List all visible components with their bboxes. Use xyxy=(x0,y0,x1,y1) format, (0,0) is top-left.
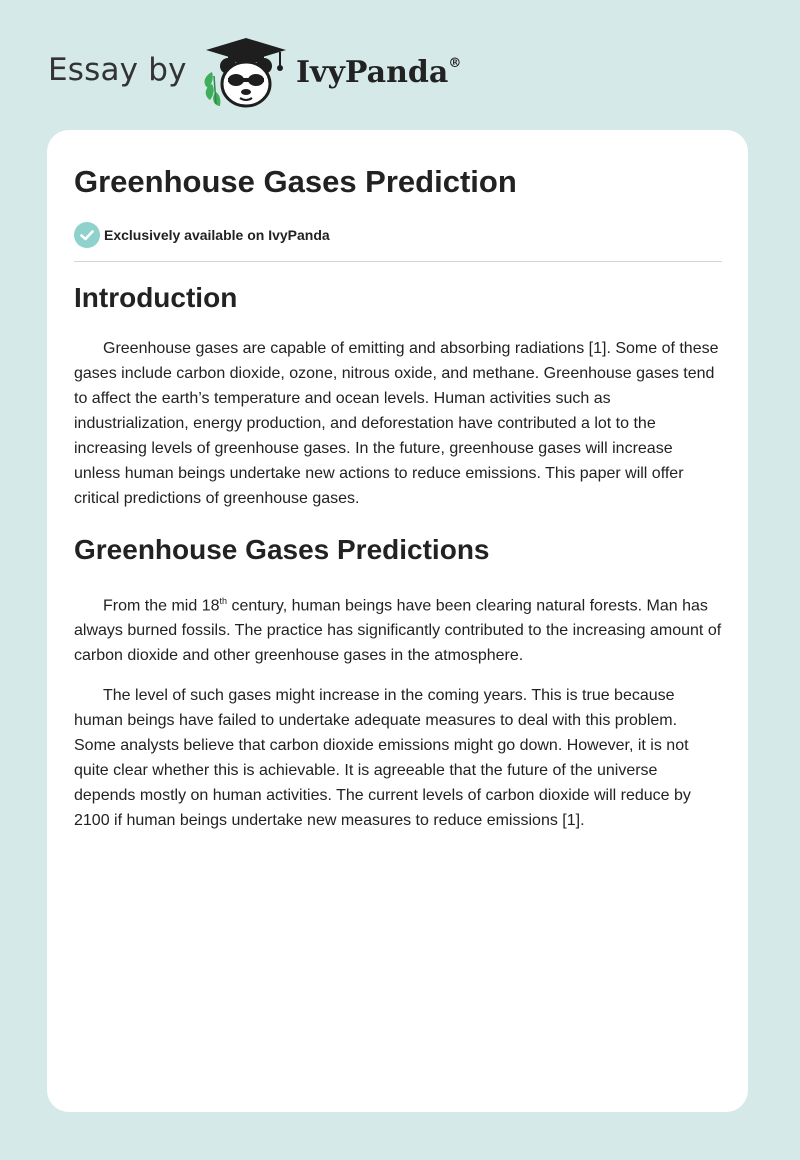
paragraph-text: century, human beings have been clearing natural forests. Man has always burned fossils. The practice has significantly contributed to the increasing amount of carbon dioxide and other greenhouse gases in the atmosphere. xyxy=(74,597,722,665)
brand-name[interactable] xyxy=(296,55,461,90)
essay-card xyxy=(47,130,748,1112)
check-circle-icon xyxy=(74,222,100,248)
site-header xyxy=(0,0,800,125)
paragraph-text: From the mid 18 xyxy=(103,597,220,615)
brand-text: IvyPanda xyxy=(296,55,449,90)
ivy-leaf-icon xyxy=(205,72,221,106)
paragraph: The level of such gases might increase in the coming years. This is true because human beings have failed to undertake adequate measures to deal with this problem. Some analysts believe that carbon dioxide emissions might go down. However, it is not quite clear whether this is achievable. It is agreeable that the future of the universe depends mostly on human activities. The current levels of carbon dioxide will reduce by 2100 if human beings undertake new measures to reduce emissions [1]. xyxy=(74,687,691,830)
paragraph xyxy=(74,589,722,668)
section-heading-predictions: Greenhouse Gases Predictions xyxy=(74,534,490,566)
section-heading-introduction: Introduction xyxy=(74,282,238,313)
panda-graduate-logo-icon[interactable] xyxy=(198,32,294,112)
article-body xyxy=(74,280,722,848)
paragraph: Greenhouse gases are capable of emitting and absorbing radiations [1]. Some of these gases include carbon dioxide, ozone, nitrous oxide, and methane. Greenhouse gases tend to affect the earth’s temperature and ocean levels. Human activities such as industrialization, energy production, and deforestation have contributed a lot to the increasing levels of greenhouse gases. In the future, greenhouse gases will increase unless human beings undertake new actions to reduce emissions. This paper will offer critical predictions of greenhouse gases. xyxy=(74,340,719,508)
superscript: th xyxy=(219,595,227,606)
exclusive-badge xyxy=(74,222,330,248)
registered-mark: ® xyxy=(448,56,462,71)
divider xyxy=(74,261,722,262)
badge-text: Exclusively available on IvyPanda xyxy=(104,227,330,243)
essay-by-label: Essay by xyxy=(48,52,187,88)
page-title: Greenhouse Gases Prediction xyxy=(74,164,517,199)
